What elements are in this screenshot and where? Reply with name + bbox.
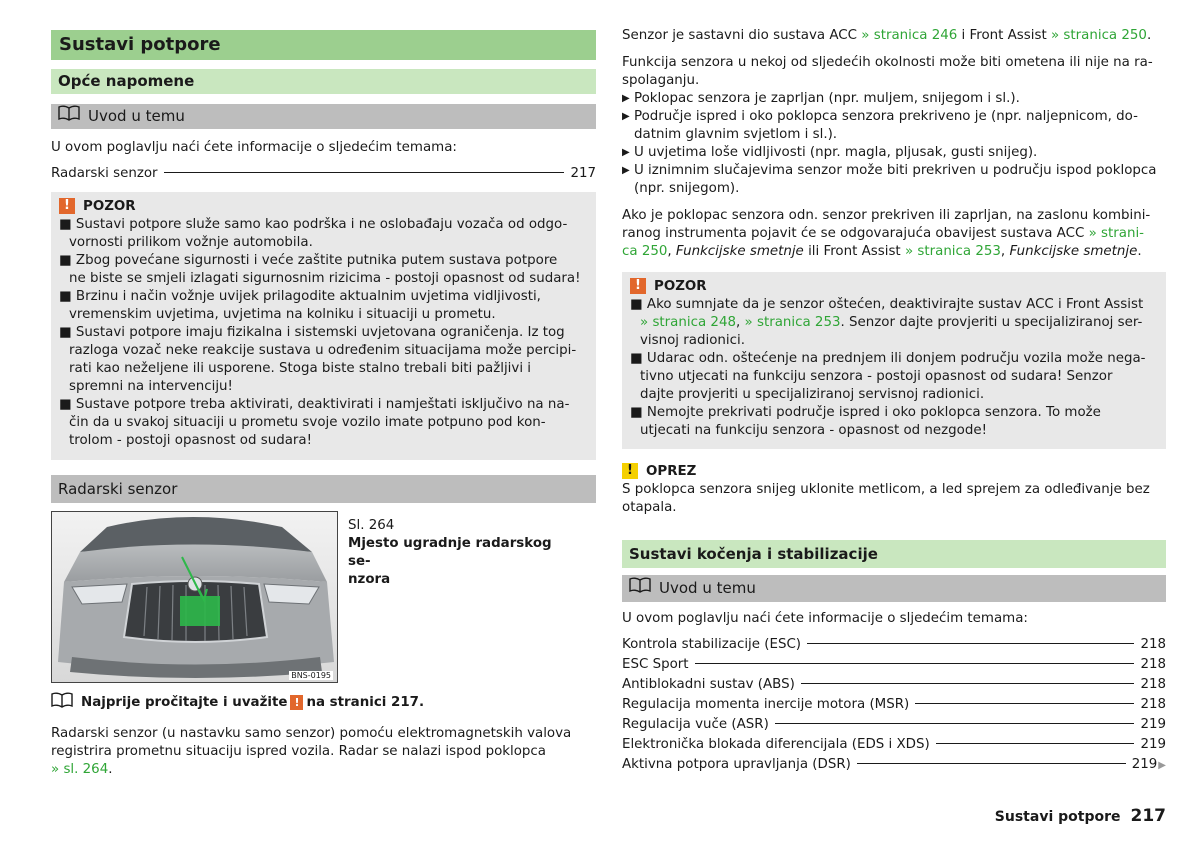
- toc-row[interactable]: [622, 695, 1166, 715]
- conditions-list: [622, 90, 1166, 198]
- caution-header: [622, 461, 1166, 481]
- cover-text: ili Front Assist: [808, 244, 901, 259]
- toc-page: 218: [1140, 697, 1166, 712]
- radar-heading-text: Radarski senzor: [58, 480, 178, 498]
- page-footer: [995, 806, 1166, 826]
- list-item-text: U iznimnim slučajevima senzor može biti prekriven u području ispod poklopca: [634, 163, 1157, 178]
- warning-header: [630, 276, 1158, 296]
- warning-icon: !: [630, 278, 646, 294]
- warning-line: visnoj radionici.: [640, 333, 745, 348]
- continue-arrow-icon: ▶: [1158, 760, 1166, 771]
- page-link[interactable]: » stranica 248: [640, 315, 736, 330]
- toc-leader: [915, 703, 1134, 704]
- warning-line: ■ Sustavi potpore imaju fizikalna i sistemski uvjetovana ograničenja. Iz tog: [59, 325, 565, 340]
- radar-body-line: registrira prometnu situaciju ispred vozila. Radar se nalazi ispod poklopca: [51, 744, 547, 759]
- page-link[interactable]: ca 250: [622, 244, 668, 259]
- sensor-paragraph-text: i Front Assist: [961, 28, 1047, 43]
- section-heading: Sustavi potpore: [51, 30, 596, 60]
- subsection-heading: Sustavi kočenja i stabilizacije: [622, 540, 1166, 568]
- intro-heading: [622, 575, 1166, 602]
- read-first-page: na stranici 217.: [306, 694, 425, 710]
- toc-leader: [695, 663, 1135, 664]
- toc-page: 219: [1140, 717, 1166, 732]
- intro-heading-text: Uvod u temu: [659, 579, 756, 597]
- warning-icon: !: [290, 695, 303, 710]
- warning-line: tivno utjecati na funkciju senzora - postoji opasnost od sudara! Senzor: [640, 369, 1113, 384]
- toc-page: 219: [1140, 737, 1166, 752]
- figure-number: Sl. 264: [348, 518, 395, 533]
- list-item-text: Područje ispred i oko poklopca senzora prekriveno je (npr. naljepnicom, do-: [634, 109, 1138, 124]
- sensor-paragraph-text: Senzor je sastavni dio sustava ACC: [622, 28, 858, 43]
- caution-line: otapala.: [622, 500, 677, 515]
- function-line: Funkcija senzora u nekoj od sljedećih okolnosti može biti ometena ili nije na ra-: [622, 55, 1153, 70]
- list-item: [622, 144, 1166, 162]
- cover-line: ranog instrumenta pojavit će se odgovarajuća obavijest sustava ACC: [622, 226, 1085, 241]
- warning-text: . Senzor dajte provjeriti u specijaliziranoj ser-: [840, 315, 1143, 330]
- toc-page: 217: [570, 166, 596, 181]
- intro-heading-text: Uvod u temu: [88, 107, 185, 125]
- warning-text: ,: [735, 315, 741, 330]
- warning-line: vremenskim uvjetima, uvjetima na kolniku i situaciji u prometu.: [69, 307, 496, 322]
- footer-title: Sustavi potpore: [994, 809, 1121, 825]
- toc-page: 218: [1140, 637, 1166, 652]
- figure-caption-line: Mjesto ugradnje radarskog se-: [348, 536, 552, 569]
- toc-leader: [936, 743, 1135, 744]
- list-item: [622, 90, 1166, 108]
- toc-row[interactable]: [622, 735, 1166, 755]
- function-line: spolaganju.: [622, 73, 700, 88]
- toc-list: [622, 635, 1166, 776]
- warning-line: ■ Sustavi potpore služe samo kao podrška i ne oslobađaju vozača od odgo-: [59, 217, 568, 232]
- list-item-text: datnim glavnim svjetlom i sl.).: [634, 127, 838, 142]
- toc-row[interactable]: [51, 164, 596, 184]
- read-first-text: Najprije pročitajte i uvažite: [81, 694, 288, 710]
- warning-line: razloga vozač neke reakcije sustava u određenim situacijama može percipi-: [69, 343, 577, 358]
- toc-leader: [807, 643, 1134, 644]
- page-link[interactable]: » stranica 253: [744, 315, 841, 330]
- cover-text: ,: [667, 244, 672, 259]
- warning-line: utjecati na funkciju senzora - opasnost od nezgode!: [640, 423, 987, 438]
- cover-text: ,: [1000, 244, 1006, 259]
- toc-label: Antiblokadni sustav (ABS): [622, 677, 795, 692]
- toc-leader: [164, 172, 565, 173]
- arrow-bullet-icon: ▶: [622, 147, 630, 158]
- toc-row[interactable]: [622, 715, 1166, 735]
- cover-text: .: [1137, 244, 1142, 259]
- warning-line: vornosti prilikom vožnje automobila.: [69, 235, 313, 250]
- warning-line: dajte provjeriti u specijaliziranoj servisnoj radionici.: [640, 387, 985, 402]
- warning-title: POZOR: [83, 198, 136, 214]
- read-first-note: [51, 692, 596, 712]
- sensor-paragraph: [622, 27, 1166, 45]
- warning-line: ■ Nemojte prekrivati područje ispred i oko poklopca senzora. To može: [630, 405, 1101, 420]
- warning-icon: !: [59, 198, 75, 214]
- toc-label: Kontrola stabilizacije (ESC): [622, 637, 802, 652]
- warning-line: ■ Zbog povećane sigurnosti i veće zaštite putnika putem sustava potpore: [59, 253, 558, 268]
- caution-box: [622, 461, 1166, 517]
- toc-row[interactable]: [622, 675, 1166, 695]
- warning-line: spremni na intervenciju!: [69, 379, 233, 394]
- page-link[interactable]: » stranica 253: [904, 244, 1001, 259]
- list-item: [622, 162, 1166, 198]
- book-icon: [58, 104, 80, 129]
- warning-line: ■ Ako sumnjate da je senzor oštećen, deaktivirajte sustav ACC i Front Assist: [630, 297, 1144, 312]
- toc-label: ESC Sport: [622, 657, 689, 672]
- figure-caption: [338, 511, 558, 683]
- book-icon: [629, 576, 651, 601]
- page-link[interactable]: » stranica 246: [861, 28, 958, 43]
- figure-code: BNS-0195: [291, 671, 331, 680]
- toc-leader: [857, 763, 1126, 764]
- toc-page: 219: [1131, 757, 1158, 772]
- warning-box: [622, 272, 1166, 449]
- toc-label: Regulacija momenta inercije motora (MSR): [622, 697, 910, 712]
- caution-icon: !: [622, 463, 638, 479]
- caution-title: OPREZ: [646, 463, 697, 479]
- book-icon: [51, 692, 73, 712]
- toc-label: Aktivna potpora upravljanja (DSR): [622, 757, 851, 772]
- cover-paragraph: [622, 207, 1166, 261]
- figure: [51, 511, 596, 683]
- warning-line: trolom - postoji opasnost od sudara!: [69, 433, 312, 448]
- caution-line: S poklopca senzora snijeg uklonite metlicom, a led sprejem za odleđivanje bez: [622, 482, 1150, 497]
- arrow-bullet-icon: ▶: [622, 93, 630, 104]
- page-number: 217: [1130, 806, 1166, 826]
- figure-caption-line: nzora: [348, 572, 391, 587]
- cover-line: Ako je poklopac senzora odn. senzor prekriven ili zaprljan, na zaslonu kombini-: [622, 208, 1151, 223]
- toc-page: 218: [1140, 657, 1166, 672]
- warning-title: POZOR: [654, 278, 707, 294]
- warning-line: ■ Udarac odn. oštećenje na prednjem ili donjem području vozila može nega-: [630, 351, 1146, 366]
- car-front-image: [51, 511, 338, 683]
- intro-text: U ovom poglavlju naći ćete informacije o sljedećim temama:: [51, 140, 457, 155]
- warning-line: čin da u svakoj situaciji u prometu svoje vozilo imate potpuno pod kon-: [69, 415, 546, 430]
- function-paragraph: [622, 54, 1166, 90]
- warning-line: ■ Sustave potpore treba aktivirati, deaktivirati i namještati isključivo na na-: [59, 397, 570, 412]
- toc-leader: [775, 723, 1135, 724]
- figure-link[interactable]: » sl. 264: [51, 762, 109, 777]
- cover-italic: Funkcijske smetnje: [1009, 244, 1138, 259]
- toc-row[interactable]: [622, 755, 1166, 776]
- radar-heading: [51, 475, 596, 503]
- list-item-text: Poklopac senzora je zaprljan (npr. muljem, snijegom i sl.).: [634, 91, 1020, 106]
- subsection-heading: Opće napomene: [51, 69, 596, 94]
- radar-body: [51, 725, 596, 779]
- toc-label: Regulacija vuče (ASR): [622, 717, 769, 732]
- radar-body-end: .: [108, 762, 113, 777]
- warning-header: [59, 196, 588, 216]
- radar-body-line: Radarski senzor (u nastavku samo senzor) pomoću elektromagnetskih valova: [51, 726, 572, 741]
- toc-page: 218: [1140, 677, 1166, 692]
- warning-line: ne biste se smjeli izlagati sigurnosnim rizicima - postoji opasnost od sudara!: [69, 271, 581, 286]
- list-item-text: U uvjetima loše vidljivosti (npr. magla, pljusak, gusti snijeg).: [634, 145, 1038, 160]
- toc-row[interactable]: [622, 655, 1166, 675]
- intro-text: U ovom poglavlju naći ćete informacije o sljedećim temama:: [622, 611, 1028, 626]
- toc-leader: [801, 683, 1135, 684]
- arrow-bullet-icon: ▶: [622, 165, 630, 176]
- toc-label: Elektronička blokada diferencijala (EDS i XDS): [622, 737, 930, 752]
- warning-line: ■ Brzinu i način vožnje uvijek prilagodite aktualnim uvjetima vidljivosti,: [59, 289, 541, 304]
- sensor-paragraph-end: .: [1146, 28, 1152, 43]
- toc-label: Radarski senzor: [51, 166, 158, 181]
- toc-row[interactable]: [622, 635, 1166, 655]
- warning-line: rati kao neželjene ili usporene. Stoga biste stalno trebali biti pažljivi i: [69, 361, 532, 376]
- warning-box: [51, 192, 596, 460]
- intro-heading: [51, 104, 596, 129]
- arrow-bullet-icon: ▶: [622, 111, 630, 122]
- cover-italic: Funkcijske smetnje: [675, 244, 804, 259]
- page-link[interactable]: » strani-: [1088, 226, 1145, 241]
- list-item: [622, 108, 1166, 144]
- list-item-text: (npr. snijegom).: [634, 181, 740, 196]
- page-link[interactable]: » stranica 250: [1050, 28, 1147, 43]
